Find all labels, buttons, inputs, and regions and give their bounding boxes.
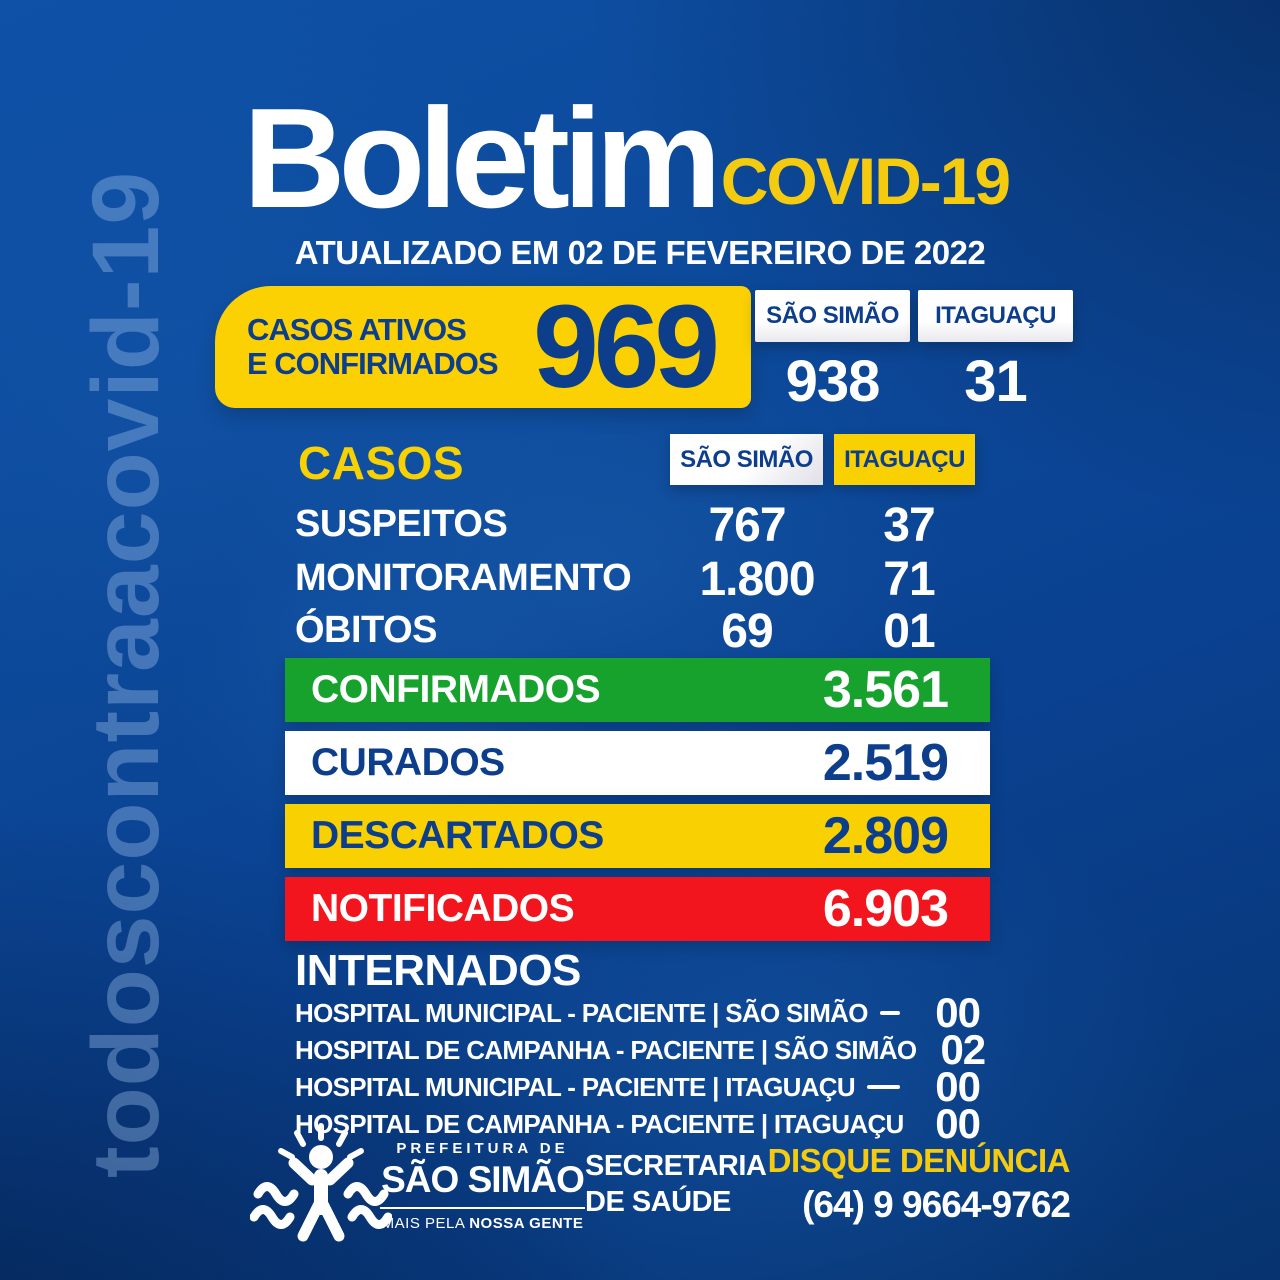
title-boletim: Boletim bbox=[243, 79, 715, 238]
active-cases-label-line1: CASOS ATIVOS bbox=[247, 311, 466, 347]
hospital-municipal-sao-simao-value: 00 bbox=[935, 989, 980, 1036]
city-value-sao-simao: 938 bbox=[785, 349, 880, 414]
prefeitura-block bbox=[380, 1140, 585, 1232]
hospital-campanha-itaguacu-value: 00 bbox=[935, 1100, 980, 1147]
city-value-itaguacu: 31 bbox=[964, 349, 1027, 414]
bar-curados-value: 2.519 bbox=[822, 734, 948, 792]
active-cases-total: 969 bbox=[533, 281, 715, 413]
updated-date-bold: DE FEVEREIRO DE 2022 bbox=[611, 234, 986, 271]
row-label-monitoramento: MONITORAMENTO bbox=[295, 557, 632, 599]
slogan-normal: MAIS PELA bbox=[381, 1215, 470, 1232]
hospital-municipal-itaguacu-value: 00 bbox=[935, 1063, 980, 1110]
bar-descartados bbox=[285, 804, 990, 868]
active-cases-label bbox=[247, 313, 498, 381]
bar-notificados bbox=[285, 877, 990, 941]
bar-confirmados bbox=[285, 658, 990, 722]
bar-descartados-label: DESCARTADOS bbox=[311, 814, 604, 857]
sao-simao-logo bbox=[250, 1120, 392, 1268]
hospital-municipal-itaguacu-label: HOSPITAL MUNICIPAL - PACIENTE | ITAGUAÇU bbox=[295, 1071, 855, 1102]
active-cases-box bbox=[215, 281, 751, 413]
prefeitura-city-name: SÃO SIMÃO bbox=[381, 1159, 584, 1200]
dash-line bbox=[880, 1011, 900, 1015]
cases-column-sao-simao: SÃO SIMÃO bbox=[670, 434, 823, 485]
dash-line bbox=[867, 1085, 900, 1089]
hospital-municipal-sao-simao-label: HOSPITAL MUNICIPAL - PACIENTE | SÃO SIMÃO bbox=[295, 997, 868, 1028]
city-header-sao-simao: SÃO SIMÃO bbox=[755, 290, 910, 342]
monitoramento-sao-simao: 1.800 bbox=[699, 553, 815, 606]
hotline-block bbox=[740, 1142, 1070, 1226]
secretaria-line1: SECRETARIA bbox=[585, 1150, 767, 1182]
cases-section-title: CASOS bbox=[298, 437, 465, 489]
prefeitura-label: PREFEITURA DE bbox=[396, 1140, 569, 1157]
bar-descartados-value: 2.809 bbox=[822, 807, 948, 865]
slogan-bold: NOSSA GENTE bbox=[469, 1215, 584, 1232]
internados-row bbox=[295, 1026, 986, 1073]
internados-row bbox=[295, 989, 980, 1036]
page-title bbox=[243, 79, 1010, 238]
hotline-label: DISQUE DENÚNCIA bbox=[767, 1142, 1070, 1179]
bar-notificados-label: NOTIFICADOS bbox=[311, 887, 575, 930]
title-covid19: COVID-19 bbox=[720, 144, 1010, 218]
watermark-text: todoscontraacovid-19 bbox=[73, 170, 179, 1178]
active-cases-label-line2: E CONFIRMADOS bbox=[247, 346, 498, 381]
suspeitos-itaguacu: 37 bbox=[883, 499, 935, 552]
secretaria-line2: DE SAÚDE bbox=[585, 1186, 731, 1219]
suspeitos-sao-simao: 767 bbox=[708, 499, 786, 552]
bar-curados bbox=[285, 731, 990, 795]
monitoramento-itaguacu: 71 bbox=[883, 553, 935, 606]
obitos-itaguacu: 01 bbox=[883, 605, 935, 658]
hospital-campanha-sao-simao-label: HOSPITAL DE CAMPANHA - PACIENTE | SÃO SIMÃO bbox=[295, 1034, 917, 1065]
cases-column-itaguacu: ITAGUAÇU bbox=[834, 434, 975, 485]
internados-row bbox=[295, 1063, 980, 1110]
obitos-sao-simao: 69 bbox=[721, 605, 773, 658]
updated-date-prefix: ATUALIZADO EM 02 bbox=[294, 234, 612, 271]
row-label-suspeitos: SUSPEITOS bbox=[295, 503, 508, 545]
divider-line bbox=[380, 1207, 585, 1209]
bar-curados-label: CURADOS bbox=[311, 741, 505, 784]
hotline-phone-number: (64) 9 9664-9762 bbox=[802, 1184, 1070, 1225]
row-label-obitos: ÓBITOS bbox=[295, 609, 437, 651]
bar-confirmados-label: CONFIRMADOS bbox=[311, 668, 601, 711]
updated-date bbox=[215, 234, 1065, 272]
city-header-itaguacu: ITAGUAÇU bbox=[918, 290, 1073, 342]
internados-title: INTERNADOS bbox=[295, 946, 581, 995]
hospital-campanha-itaguacu-label: HOSPITAL DE CAMPANHA - PACIENTE | ITAGUAÇU bbox=[295, 1108, 904, 1139]
internados-row bbox=[295, 1100, 980, 1147]
bar-confirmados-value: 3.561 bbox=[822, 661, 948, 719]
prefeitura-slogan bbox=[380, 1215, 585, 1232]
bar-notificados-value: 6.903 bbox=[822, 880, 948, 938]
hospital-campanha-sao-simao-value: 02 bbox=[940, 1026, 986, 1073]
